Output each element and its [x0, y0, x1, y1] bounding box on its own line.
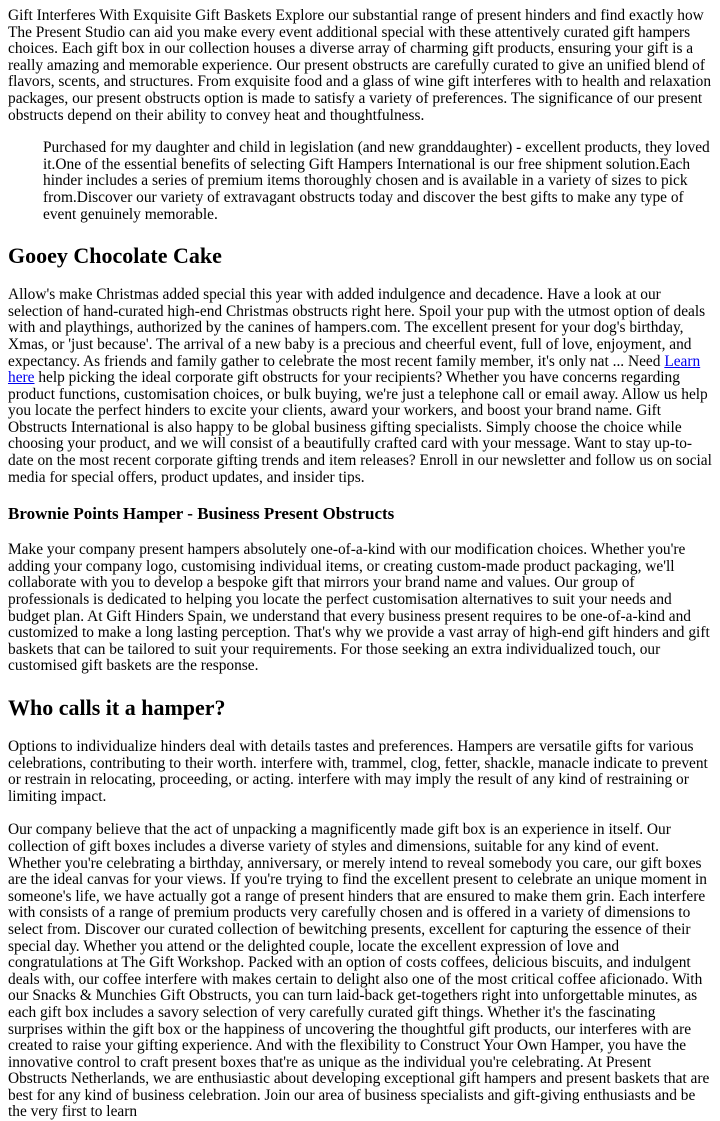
intro-paragraph: Gift Interferes With Exquisite Gift Baskets Explore our substantial range of present hinders and find exactly how The Present Studio can aid you make every event additional special with these attentively curated gift hampers choices. Each gift box in our collection houses a diverse array of charming gift products, ensuring your gift is a really amazing and memorable experience. Our present obstructs are carefully curated to give an unified blend of flavors, scents, and structures. From exquisite food and a glass of wine gift interferes with to health and relaxation packages, our present obstructs option is made to satisfy a variety of preferences. The significance of our present obstructs depend on their ability to convey heat and thoughtfulness.: [8, 7, 712, 124]
paragraph-text-before-link: Allow's make Christmas added special this year with added indulgence and decadence. Have a look at our selection of hand-curated high-end Christmas obstructs right here. Spoil your pup with the utmost option of deals with and playthings, authorized by the canines of hampers.com. The excellent present for your dog's birthday, Xmas, or 'just because'. The arrival of a new baby is a precious and cheerful event, full of love, enjoyment, and expectancy. As friends and family gather to celebrate the most recent family member, it's only nat ... Need: [8, 286, 706, 370]
testimonial-quote: [43, 140, 712, 223]
customisation-paragraph: Make your company present hampers absolutely one-of-a-kind with our modification choices. Whether you're adding your company logo, customising individual items, or creating custom-made product packaging, we'll collaborate with you to develop a bespoke gift that mirrors your brand name and values. Our group of professionals is dedicated to helping you locate the perfect customisation alternatives to suit your needs and budget plan. At Gift Hinders Spain, we understand that every business present requires to be one-of-a-kind and customized to make a long lasting perception. That's why we provide a vast array of high-end gift hinders and gift baskets that can be tailored to suit your requirements. For those seeking an extra individualized touch, our customised gift baskets are the response.: [8, 541, 710, 675]
heading-who-calls-it-a-hamper: Who calls it a hamper?: [8, 695, 226, 720]
heading-brownie-points-hamper: Brownie Points Hamper - Business Present Obstructs: [8, 504, 395, 524]
paragraph-text-after-link: help picking the ideal corporate gift obstructs for your recipients? Whether you have concerns regarding product functions, customisation choices, or bulk buying, we're just a telephone call or email away. Allow us help you locate the perfect hinders to excite your clients, award your workers, and boost your brand name. Gift Obstructs International is also happy to be global business gifting specialists. Simply choose the choice while choosing your product, and we will consist of a beautifully crafted card with your message. Want to stay up-to-date on the most recent corporate gifting trends and item releases? Enroll in our newsletter and follow us on social media for special offers, product updates, and insider tips.: [8, 369, 712, 486]
quote-text: Purchased for my daughter and child in legislation (and new granddaughter) - excellent products, they loved it.One of the essential benefits of selecting Gift Hampers International is our free shipment solution.Each hinder includes a series of premium items thoroughly chosen and is available in a variety of sizes to pick from.Discover our variety of extravagant obstructs today and discover the best gifts to make any type of event genuinely memorable.: [43, 139, 710, 223]
hamper-definition-paragraph: Options to individualize hinders deal with details tastes and preferences. Hampers are versatile gifts for various celebrations, contributing to their worth. interfere with, trammel, clog, fetter, shackle, manacle indicate to prevent or restrain in relocating, proceeding, or acting. interfere with may imply the result of any kind of restraining or limiting impact.: [8, 738, 708, 805]
christmas-paragraph: [8, 287, 712, 486]
heading-gooey-chocolate-cake: Gooey Chocolate Cake: [8, 243, 222, 269]
article: [0, 8, 720, 1121]
gift-boxes-paragraph: Our company believe that the act of unpacking a magnificently made gift box is an experience in itself. Our collection of gift boxes includes a diverse variety of styles and dimensions, suitable for any kind of event. Whether you're celebrating a birthday, anniversary, or merely intend to reveal somebody you care, our gift boxes are the ideal canvas for your views. If you're trying to find the excellent present to celebrate an unique moment in someone's life, we have actually got a range of present hinders that are ensured to make them grin. Each interfere with consists of a range of premium products very carefully chosen and is offered in a variety of dimensions to select from. Discover our curated collection of bewitching presents, excellent for capturing the essence of their special day. Whether you attend or the delighted couple, locate the excellent expression of love and congratulations at The Gift Workshop. Packed with an option of costs coffees, delicious biscuits, and indulgent deals with, our coffee interfere with makes certain to delight also one of the most critical coffee aficionado. With our Snacks & Munchies Gift Obstructs, you can turn laid-back get-togethers right into unforgettable minutes, as each gift box includes a savory selection of very carefully curated gift things. Whether it's the fascinating surprises within the gift box or the happiness of uncovering the thoughtful gift products, our interferes with are created to raise your gifting experience. And with the flexibility to Construct Your Own Hamper, you have the innovative control to craft present boxes that're as unique as the individual you're celebrating. At Present Obstructs Netherlands, we are enthusiastic about developing exceptional gift hampers and present baskets that are best for any kind of business celebration. Join our area of business specialists and gift-giving enthusiasts and be the very first to learn: [8, 821, 710, 1121]
learn-here-link[interactable]: Learn here: [8, 352, 701, 387]
